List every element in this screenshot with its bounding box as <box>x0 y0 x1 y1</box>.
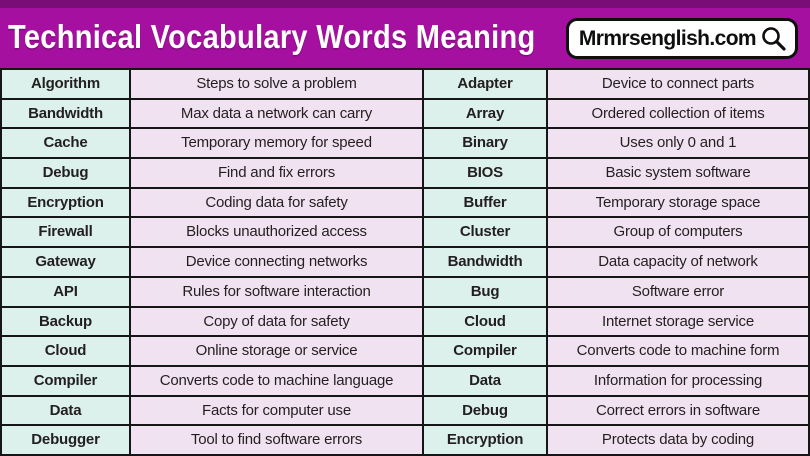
word-cell: Data <box>424 367 546 395</box>
word-cell: API <box>2 278 129 306</box>
meaning-cell: Converts code to machine form <box>548 337 808 365</box>
word-cell: Data <box>2 397 129 425</box>
word-cell: Cluster <box>424 218 546 246</box>
word-cell: Compiler <box>2 367 129 395</box>
meaning-cell: Uses only 0 and 1 <box>548 129 808 157</box>
meaning-cell: Find and fix errors <box>131 159 422 187</box>
magnifier-icon <box>760 25 787 52</box>
meaning-cell: Protects data by coding <box>548 426 808 454</box>
meaning-cell: Group of computers <box>548 218 808 246</box>
word-cell: Bandwidth <box>2 100 129 128</box>
word-cell: Cloud <box>424 308 546 336</box>
word-cell: Debugger <box>2 426 129 454</box>
word-cell: Bandwidth <box>424 248 546 276</box>
word-cell: Debug <box>424 397 546 425</box>
meaning-cell: Rules for software interaction <box>131 278 422 306</box>
word-cell: Cloud <box>2 337 129 365</box>
meaning-cell: Steps to solve a problem <box>131 70 422 98</box>
word-cell: BIOS <box>424 159 546 187</box>
meaning-cell: Device to connect parts <box>548 70 808 98</box>
brand-search-badge <box>566 18 798 59</box>
meaning-cell: Max data a network can carry <box>131 100 422 128</box>
word-cell: Algorithm <box>2 70 129 98</box>
meaning-cell: Tool to find software errors <box>131 426 422 454</box>
meaning-cell: Data capacity of network <box>548 248 808 276</box>
word-cell: Encryption <box>424 426 546 454</box>
meaning-cell: Ordered collection of items <box>548 100 808 128</box>
word-cell: Gateway <box>2 248 129 276</box>
meaning-cell: Converts code to machine language <box>131 367 422 395</box>
word-cell: Buffer <box>424 189 546 217</box>
meaning-cell: Information for processing <box>548 367 808 395</box>
meaning-cell: Blocks unauthorized access <box>131 218 422 246</box>
meaning-cell: Correct errors in software <box>548 397 808 425</box>
top-strip <box>0 0 810 8</box>
meaning-cell: Online storage or service <box>131 337 422 365</box>
word-cell: Compiler <box>424 337 546 365</box>
meaning-cell: Temporary memory for speed <box>131 129 422 157</box>
meaning-cell: Temporary storage space <box>548 189 808 217</box>
meaning-cell: Device connecting networks <box>131 248 422 276</box>
meaning-cell: Copy of data for safety <box>131 308 422 336</box>
meaning-cell: Coding data for safety <box>131 189 422 217</box>
vocab-table <box>0 68 810 456</box>
word-cell: Debug <box>2 159 129 187</box>
meaning-cell: Basic system software <box>548 159 808 187</box>
word-cell: Adapter <box>424 70 546 98</box>
word-cell: Cache <box>2 129 129 157</box>
word-cell: Array <box>424 100 546 128</box>
word-cell: Encryption <box>2 189 129 217</box>
brand-name: Mrmrsenglish.com <box>578 26 756 50</box>
meaning-cell: Software error <box>548 278 808 306</box>
meaning-cell: Internet storage service <box>548 308 808 336</box>
header <box>0 8 810 68</box>
word-cell: Binary <box>424 129 546 157</box>
meaning-cell: Facts for computer use <box>131 397 422 425</box>
word-cell: Bug <box>424 278 546 306</box>
word-cell: Firewall <box>2 218 129 246</box>
word-cell: Backup <box>2 308 129 336</box>
page-title: Technical Vocabulary Words Meaning <box>8 19 536 56</box>
